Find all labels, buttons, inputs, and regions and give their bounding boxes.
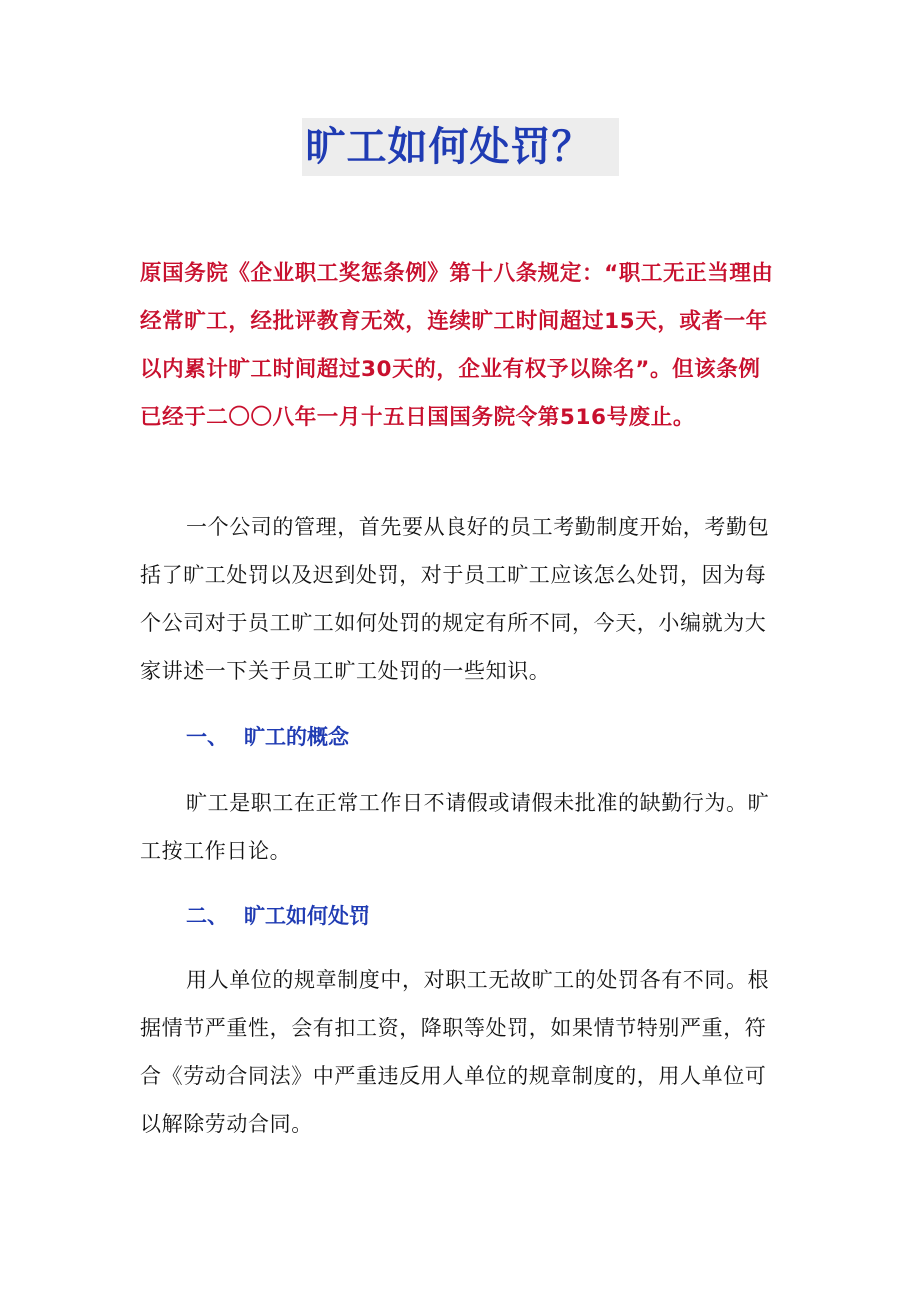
section-heading-1 [186, 717, 349, 757]
intro-paragraph: 一个公司的管理，首先要从良好的员工考勤制度开始，考勤包括了旷工处罚以及迟到处罚，对于员工旷工应该怎么处罚，因为每个公司对于员工旷工如何处罚的规定有所不同，今天，小编就为大家讲述一下关于员工旷工处罚的一些知识。 [140, 515, 770, 683]
section-heading-2 [186, 896, 370, 936]
legal-notice: 原国务院《企业职工奖惩条例》第十八条规定：“职工无正当理由经常旷工，经批评教育无效，连续旷工时间超过15天，或者一年以内累计旷工时间超过30天的，企业有权予以除名”。但该条例已经于二〇〇八年一月十五日国国务院令第516号废止。 [140, 261, 774, 430]
title-container [0, 118, 920, 176]
section-body-1: 旷工是职工在正常工作日不请假或请假未批准的缺勤行为。旷工按工作日论。 [140, 791, 770, 863]
page-title: 旷工如何处罚？ [302, 118, 619, 176]
section-heading-label: 旷工如何处罚 [244, 904, 370, 928]
section-number: 二、 [186, 904, 228, 928]
section-heading-label: 旷工的概念 [244, 725, 349, 749]
section-body-2: 用人单位的规章制度中，对职工无故旷工的处罚各有不同。根据情节严重性，会有扣工资，降职等处罚，如果情节特别严重，符合《劳动合同法》中严重违反用人单位的规章制度的，用人单位可以解除劳动合同。 [140, 968, 770, 1136]
section-number: 一、 [186, 725, 228, 749]
